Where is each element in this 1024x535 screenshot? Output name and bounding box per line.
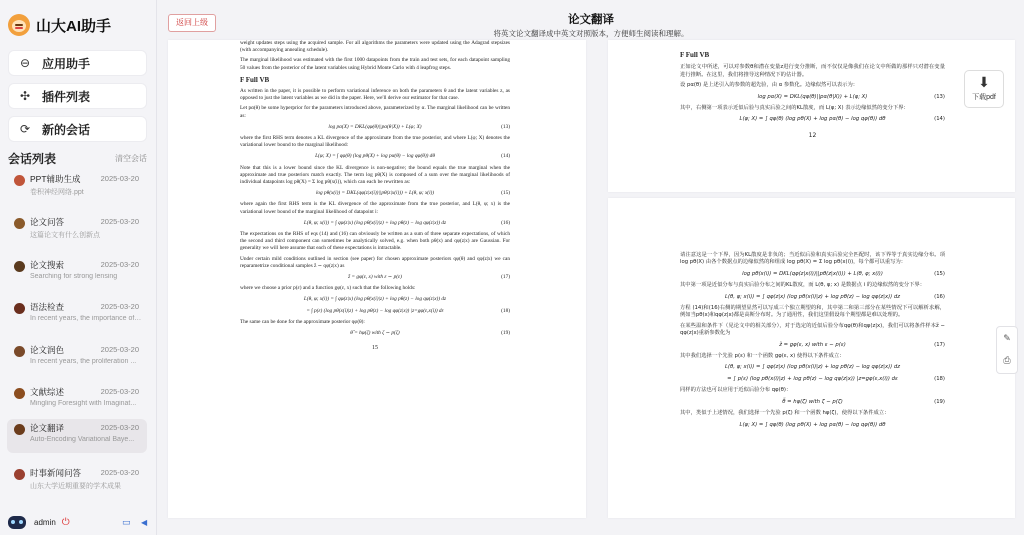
session-name: PPT辅助生成 (30, 174, 81, 184)
session-avatar-icon (14, 424, 25, 435)
equation: log pα(X) = DKL(qφ(θ)||pα(θ|X)) + L(φ; X) (13) (757, 93, 945, 100)
nav-new-chat[interactable] (8, 116, 147, 142)
page-number: 12 (808, 131, 817, 139)
paper-page-en (240, 40, 510, 353)
paragraph: 请注意这是一个下界，因为KL散度是非负的；当近似后验和真实后验完全匹配时，该下界等于真实边缘分布。项 log pθ(X) 由各个数据点的边缘似然的和组成 log pθ(X) = Σ log pθ(x(i))，每个都可以重写为： (680, 252, 945, 266)
session-avatar-icon (14, 388, 25, 399)
paragraph: where we choose a prior p(ε) and a function gφ(ε, x) such that the following holds: (240, 285, 416, 292)
session-item[interactable] (7, 170, 147, 204)
download-pdf-button[interactable] (964, 70, 1004, 108)
floating-toolbar (996, 326, 1018, 374)
equation: L(φ; X) = ∫ qφ(θ) (log pθ(X) + log pα(θ) − log qφ(θ)) dθ (14) (739, 116, 945, 123)
session-avatar-icon (14, 261, 25, 272)
equation: L(θ, φ; x(i)) = ∫ qφ(z|x) (log pθ(x(i)|z) + log pθ(z) − log qφ(z|x)) dz (303, 296, 447, 303)
session-item-active[interactable] (7, 419, 147, 453)
paragraph: 在某些温和条件下（见论文中的相关部分），对于选定的近似后验分布qφ(θ)和qφ(z|x)，我们可以将条件样本z̃ ∼ qφ(z|x)重新参数化为 (680, 322, 945, 337)
session-date: 2025-03-20 (100, 217, 139, 226)
paragraph: As written in the paper, it is possible to perform variational inference on both the parameters θ and the latent variables z, as opposed to just the latent variables as we did in the paper. Here, we'll derive our estimator for that case. (240, 88, 510, 102)
paragraph: The marginal likelihood was estimated with the first 1000 datapoints from the train and test sets, for each datapoint sampling 50 values from the posterior of the latent variables using Hybrid Monte Carlo with 4 leapfrog steps. (240, 57, 510, 71)
session-date: 2025-03-20 (100, 387, 139, 396)
session-avatar-icon (14, 303, 25, 314)
section-heading: F Full VB (680, 51, 710, 59)
paragraph: 其中，类似于上述情况，我们选择一个先验 p(ζ) 和一个函数 hφ(ζ)，使得以下条件成立： (680, 410, 890, 417)
page-title: 论文翻译 (568, 14, 614, 26)
session-subtitle: 这篇论文有什么创新点 (30, 232, 100, 239)
session-avatar-icon (14, 175, 25, 186)
session-item[interactable] (7, 383, 147, 417)
translated-paper-page-12[interactable] (608, 40, 1015, 192)
equation: L(θ, φ; x(i)) = ∫ qφ(z|x) (log pθ(x(i)|z) + log pθ(z) − log qφ(z|x)) dz (16) (724, 293, 945, 300)
main-area (158, 0, 1024, 535)
print-icon[interactable]: ⎙ (1003, 355, 1011, 365)
nav-apps-assistant[interactable] (8, 50, 147, 76)
paragraph: 其中我们选择一个先验 p(ε) 和一个函数 gφ(ε, x) 使得以下条件成立： (680, 353, 845, 360)
collapse-sidebar-icon[interactable]: ◀ (141, 518, 148, 527)
logout-power-icon[interactable]: ⏻ (61, 517, 70, 528)
section-heading: F Full VB (240, 75, 270, 84)
download-icon: ⬇ (978, 74, 990, 90)
session-item[interactable] (7, 298, 147, 332)
user-name: admin (34, 518, 56, 527)
equation: z̃ = gφ(ε, x) with ε ∼ p(ε) (17) (348, 274, 510, 281)
brand[interactable] (8, 12, 111, 38)
session-name: 时事新闻问答 (30, 468, 82, 478)
sessions-title: 会话列表 (8, 151, 57, 166)
clear-sessions-button[interactable]: 清空会话 (115, 153, 147, 163)
equation: = ∫ p(ε) (log pθ(x(i)|z) + log pθ(z) − log qφ(z|x)) |z=gφ(ε,x(i)) dε (18) (306, 307, 510, 314)
paragraph: The same can be done for the approximate posterior qφ(θ): (240, 318, 365, 325)
paragraph: Let pα(θ) be some hyperprior for the parameters introduced above, parameterized by α. The marginal likelihood can be written as: (240, 105, 510, 119)
paragraph: The expectations on the RHS of eqs (14) and (16) can obviously be written as a sum of three separate expectations, of which the second and third component can sometimes be analytically solved, e.g. when both pθ(x) and qφ(z|x) are Gaussian. For generality we will here assume that each of these expectations is intractable. (240, 231, 510, 252)
session-subtitle: 山东大学近期重要的学术成果 (30, 483, 121, 490)
app-name: 山大AI助手 (36, 17, 112, 35)
paragraph: 设 pα(θ) 是上述引入的参数的超先验，由 α 参数化。边缘似然可以表示为： (680, 82, 859, 89)
paragraph: 同样的方法也可以应用于近似后验分布 qφ(θ)： (680, 387, 792, 394)
session-subtitle: Searching for strong lensing (30, 273, 118, 280)
paragraph: Under certain mild conditions outlined in section (see paper) for chosen approximate posteriors qφ(θ) and qφ(z|x) we can reparametrize conditional samples z̃ ∼ qφ(z|x) as (240, 255, 510, 269)
page-subtitle: 将英文论文翻译成中英文对照版本，方便师生阅读和理解。 (493, 29, 689, 38)
session-date: 2025-03-20 (100, 423, 139, 432)
equation: log pα(X) = DKL(qφ(θ)||pα(θ|X)) + L(φ; X) (13) (328, 123, 510, 130)
new-chat-icon: ⟳ (19, 122, 31, 136)
session-subtitle: 卷积神经网络.ppt (30, 189, 84, 196)
mascot-logo-icon (8, 14, 30, 36)
user-bar (0, 510, 157, 535)
equation: = ∫ p(ε) (log pθ(x(i)|z) + log pθ(z) − log qφ(z|x)) |z=gφ(ε,x(i)) dε (18) (727, 375, 945, 382)
session-subtitle: In recent years, the importance of ... (30, 315, 142, 322)
paper-page-cn (680, 48, 945, 139)
session-name: 语法检查 (30, 302, 65, 312)
sessions-header (8, 150, 147, 166)
nav-label: 应用助手 (42, 56, 91, 71)
equation: z̃ = gφ(ε, x) with ε ∼ p(ε) (17) (779, 341, 945, 348)
apps-icon: ⊖ (19, 56, 31, 70)
equation: θ̃ = hφ(ζ) with ζ ∼ p(ζ) (19) (350, 330, 510, 337)
session-subtitle: Auto-Encoding Variational Baye... (30, 436, 135, 443)
paragraph: where the first RHS term denotes a KL divergence of the approximate from the true posterior, and where L(φ; X) denotes the variational lower bound to the marginal likelihood: (240, 135, 510, 149)
translated-paper-page-13[interactable] (608, 198, 1015, 518)
paragraph: 方程 (14)和(16)右侧的期望显然可以写成三个独立期望的和，其中第二和第三部分在某些情况下可以解析求解，例如当pθ(x)和qφ(z|x)都是高斯分布时。为了通用性，我们这里假设每个期望都是难以处理的。 (680, 305, 945, 319)
paper-page-cn (680, 252, 945, 433)
original-paper-panel[interactable] (168, 40, 586, 518)
session-date: 2025-03-20 (100, 345, 139, 354)
session-date: 2025-03-20 (100, 260, 139, 269)
session-date: 2025-03-20 (100, 174, 139, 183)
session-date: 2025-03-20 (100, 468, 139, 477)
session-name: 论文翻译 (30, 423, 65, 433)
page-number: 15 (372, 345, 378, 352)
session-name: 论文搜索 (30, 260, 65, 270)
equation: L(θ, φ; x(i)) = ∫ qφ(z|x) (log pθ(x(i)|z) + log pθ(z) − log qφ(z|x)) dz (724, 364, 901, 371)
session-name: 论文问答 (30, 217, 65, 227)
paragraph: weight updates steps using the acquired sample. For all algorithms the parameters were updated using the Adagrad stepsizes (with accompanying annealing schedule). (240, 40, 510, 54)
sidebar (0, 0, 157, 535)
equation: L(θ, φ; x(i)) = ∫ qφ(z|x) (log pθ(x(i)|z) + log pθ(z) − log qφ(z|x)) dz (16) (303, 219, 510, 226)
session-subtitle: Mingling Foresight with Imaginat... (30, 400, 137, 407)
session-avatar-icon (14, 469, 25, 480)
monitor-icon[interactable]: ▭ (122, 517, 131, 527)
session-item[interactable] (7, 464, 147, 498)
session-item[interactable] (7, 213, 147, 247)
session-avatar-icon (14, 346, 25, 357)
plugin-icon: ✣ (19, 89, 31, 103)
session-name: 文献综述 (30, 387, 65, 397)
paragraph: where again the first RHS term is the KL divergence of the approximate from the true posterior, and L(θ, φ; x) is the variational lower bound of the marginal likelihood of datapoint i: (240, 201, 510, 215)
paragraph: 其中第一项是近似分布与真实后验分布之间的KL散度，而 L(θ, φ; x) 是数据点 i 的边缘似然的变分下界： (680, 282, 926, 289)
paragraph: Note that this is a lower bound since the KL divergence is non-negative; the bound equals the true marginal when the approximate and true posteriors match exactly. The term log pθ(X) is composed of a sum over the marginal likelihoods of individual datapoints log pθ(X) = Σ log pθ(x(i)), which can each be rewritten as: (240, 164, 510, 186)
equation: L(φ; X) = ∫ qφ(θ) (log pθ(X) + log pα(θ) − log qφ(θ)) dθ (14) (315, 153, 510, 160)
robot-avatar-icon (8, 516, 26, 529)
equation: log pθ(x(i)) = DKL(qφ(z|x(i))||pθ(z|x(i))) + L(θ, φ; x(i)) (15) (315, 190, 510, 197)
paragraph: 其中，右侧第一项表示近似后验与真实后验之间的KL散度，而 L(φ; X) 表示边缘似然的变分下界： (680, 105, 909, 112)
session-name: 论文润色 (30, 345, 65, 355)
session-subtitle: In recent years, the proliferation ... (30, 358, 137, 365)
nav-label: 插件列表 (42, 89, 91, 104)
nav-plugin-list[interactable] (8, 83, 147, 109)
download-label: 下载pdf (972, 94, 996, 101)
feedback-icon[interactable]: ✎ (1003, 333, 1011, 343)
nav-label: 新的会话 (42, 122, 91, 137)
session-avatar-icon (14, 218, 25, 229)
equation: L(φ; X) = ∫ qφ(θ) (log pθ(X) + log pα(θ) − log qφ(θ)) dθ (739, 421, 886, 428)
paragraph: 正如论文中所述，可以对参数θ和潜在变量z进行变分推断，而不仅仅是像我们在论文中所做的那样只对潜在变量进行推断。在这里，我们将推导这种情况下的估计器。 (680, 64, 945, 78)
equation: log pθ(x(i)) = DKL(qφ(z|x(i))||pθ(z|x(i))) + L(θ, φ; x(i)) (15) (742, 270, 945, 277)
session-item[interactable] (7, 256, 147, 290)
session-date: 2025-03-20 (100, 302, 139, 311)
equation: θ̃ = hφ(ζ) with ζ ∼ p(ζ) (19) (782, 398, 945, 405)
back-button[interactable]: 返回上级 (168, 14, 216, 32)
session-item[interactable] (7, 341, 147, 375)
